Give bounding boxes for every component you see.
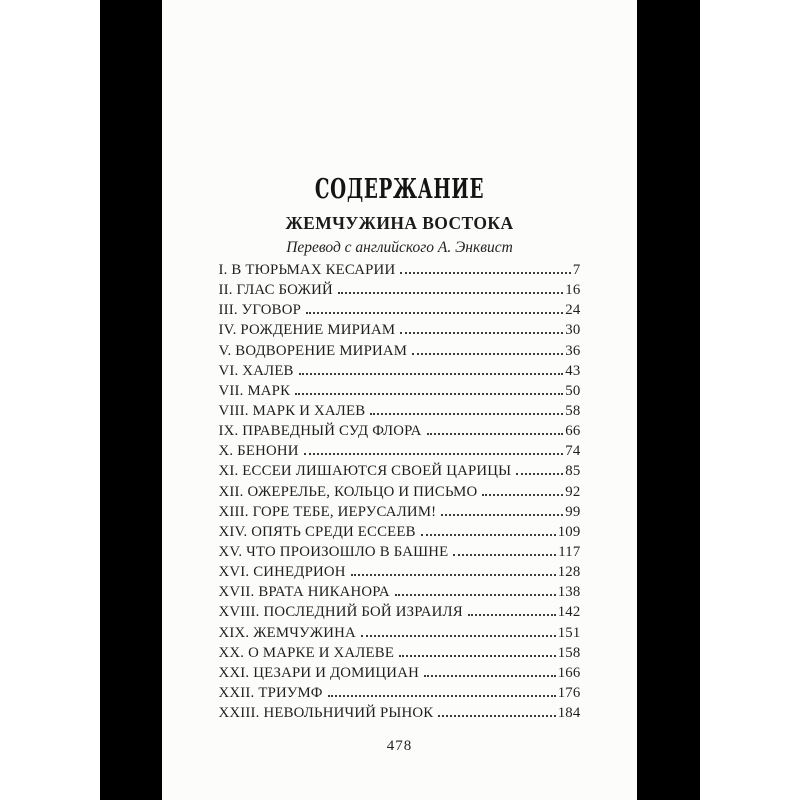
toc-entry-title: XIV. ОПЯТЬ СРЕДИ ЕССЕЕВ [218,523,416,540]
translator-line: Перевод с английского А. Энквист [286,239,513,256]
toc-entry-page: 36 [565,342,581,359]
toc-entry-title: VI. ХАЛЕВ [218,362,294,379]
toc-entry-page: 166 [557,664,581,681]
toc-entry [219,663,581,683]
dot-leader [370,409,563,415]
page-number: 478 [386,738,413,755]
dot-leader [468,610,556,616]
toc-entry [219,280,581,300]
dot-leader [399,651,556,657]
toc-entry [219,421,581,441]
toc-entry-page: 30 [565,322,581,339]
toc-entry-title: V. ВОДВОРЕНИЕ МИРИАМ [218,342,408,359]
toc-entry [219,341,581,361]
toc-entry-title: VII. МАРК [218,382,291,399]
toc-title: СОДЕРЖАНИЕ [314,174,485,205]
toc-entry-page: 16 [565,282,581,299]
dot-leader [299,369,564,375]
dot-leader [424,671,556,677]
toc-entry-page: 58 [565,402,581,419]
section-title: ЖЕМЧУЖИНА ВОСТОКА [285,213,514,233]
toc-entry-page: 176 [557,684,581,701]
dot-leader [453,550,556,556]
book-page [162,0,637,800]
toc-entry-page: 99 [565,503,581,520]
toc-entry [219,482,581,502]
toc-entry-page: 184 [557,705,581,722]
toc-entry [219,683,581,703]
toc-entry-title: XXI. ЦЕЗАРИ И ДОМИЦИАН [218,664,419,681]
dot-leader [421,530,556,536]
dot-leader [412,349,563,355]
toc-entry [219,703,581,723]
toc-entry-title: IV. РОЖДЕНИЕ МИРИАМ [218,322,396,339]
toc-entry [219,542,581,562]
toc-entry-title: XVII. ВРАТА НИКАНОРА [218,584,390,601]
toc-entry-page: 43 [565,362,581,379]
toc-entry [219,502,581,522]
dot-leader [295,389,563,395]
toc-entry [219,643,581,663]
toc-entry-title: II. ГЛАС БОЖИЙ [218,282,333,299]
dot-leader [395,590,556,596]
toc-entry [219,441,581,461]
toc-entry-title: VIII. МАРК И ХАЛЕВ [218,402,366,419]
dot-leader [328,691,556,697]
toc-entry-title: XV. ЧТО ПРОИЗОШЛО В БАШНЕ [218,543,449,560]
toc-entry-page: 117 [558,543,581,560]
toc-entry-title: IX. ПРАВЕДНЫЙ СУД ФЛОРА [218,423,422,440]
toc-entry-page: 50 [565,382,581,399]
toc-entry [219,320,581,340]
dot-leader [516,469,563,475]
toc-entry-page: 24 [565,302,581,319]
dot-leader [400,268,571,274]
dot-leader [306,308,563,314]
left-black-bar [100,0,162,800]
toc-entry-page: 138 [557,584,581,601]
toc-entry [219,401,581,421]
dot-leader [427,429,564,435]
toc-entry-page: 142 [557,604,581,621]
toc-entry-page: 92 [565,483,581,500]
toc-entry-title: X. БЕНОНИ [218,443,299,460]
toc-entry [219,260,581,280]
toc-entry-title: XX. О МАРКЕ И ХАЛЕВЕ [218,644,395,661]
toc-entry-page: 128 [557,564,581,581]
dot-leader [304,449,564,455]
dot-leader [438,711,555,717]
toc-entry [219,381,581,401]
dot-leader [400,328,563,334]
dot-leader [441,510,563,516]
toc-entry-page: 7 [572,262,581,278]
toc-entry [219,361,581,381]
toc-entry-title: XVI. СИНЕДРИОН [218,564,346,581]
toc-entry-title: XIII. ГОРЕ ТЕБЕ, ИЕРУСАЛИМ! [218,503,437,520]
right-black-bar [637,0,700,800]
toc-entry [219,602,581,622]
toc-entries [219,260,581,723]
toc-entry [219,582,581,602]
dot-leader [338,288,563,294]
toc-entry-page: 85 [565,463,581,480]
toc-entry-title: XXIII. НЕВОЛЬНИЧИЙ РЫНОК [218,705,434,722]
toc-entry-title: XXII. ТРИУМФ [218,684,323,701]
toc-entry [219,461,581,481]
toc-entry-page: 74 [565,443,581,460]
toc-entry [219,562,581,582]
toc-entry-title: I. В ТЮРЬМАХ КЕСАРИИ [218,262,396,278]
toc-entry-title: III. УГОВОР [218,302,302,319]
toc-entry-title: XII. ОЖЕРЕЛЬЕ, КОЛЬЦО И ПИСЬМО [218,483,478,500]
toc-entry [219,300,581,320]
toc-entry-page: 158 [557,644,581,661]
toc-entry-title: XVIII. ПОСЛЕДНИЙ БОЙ ИЗРАИЛЯ [218,604,463,621]
toc-entry-page: 66 [565,423,581,440]
toc-entry-title: XI. ЕССЕИ ЛИШАЮТСЯ СВОЕЙ ЦАРИЦЫ [218,463,512,480]
toc-entry [219,623,581,643]
dot-leader [482,490,563,496]
toc-entry-title: XIX. ЖЕМЧУЖИНА [218,624,356,641]
dot-leader [351,570,556,576]
toc-entry-page: 109 [557,523,581,540]
toc-entry-page: 151 [557,624,581,641]
dot-leader [361,631,556,637]
toc-entry [219,522,581,542]
